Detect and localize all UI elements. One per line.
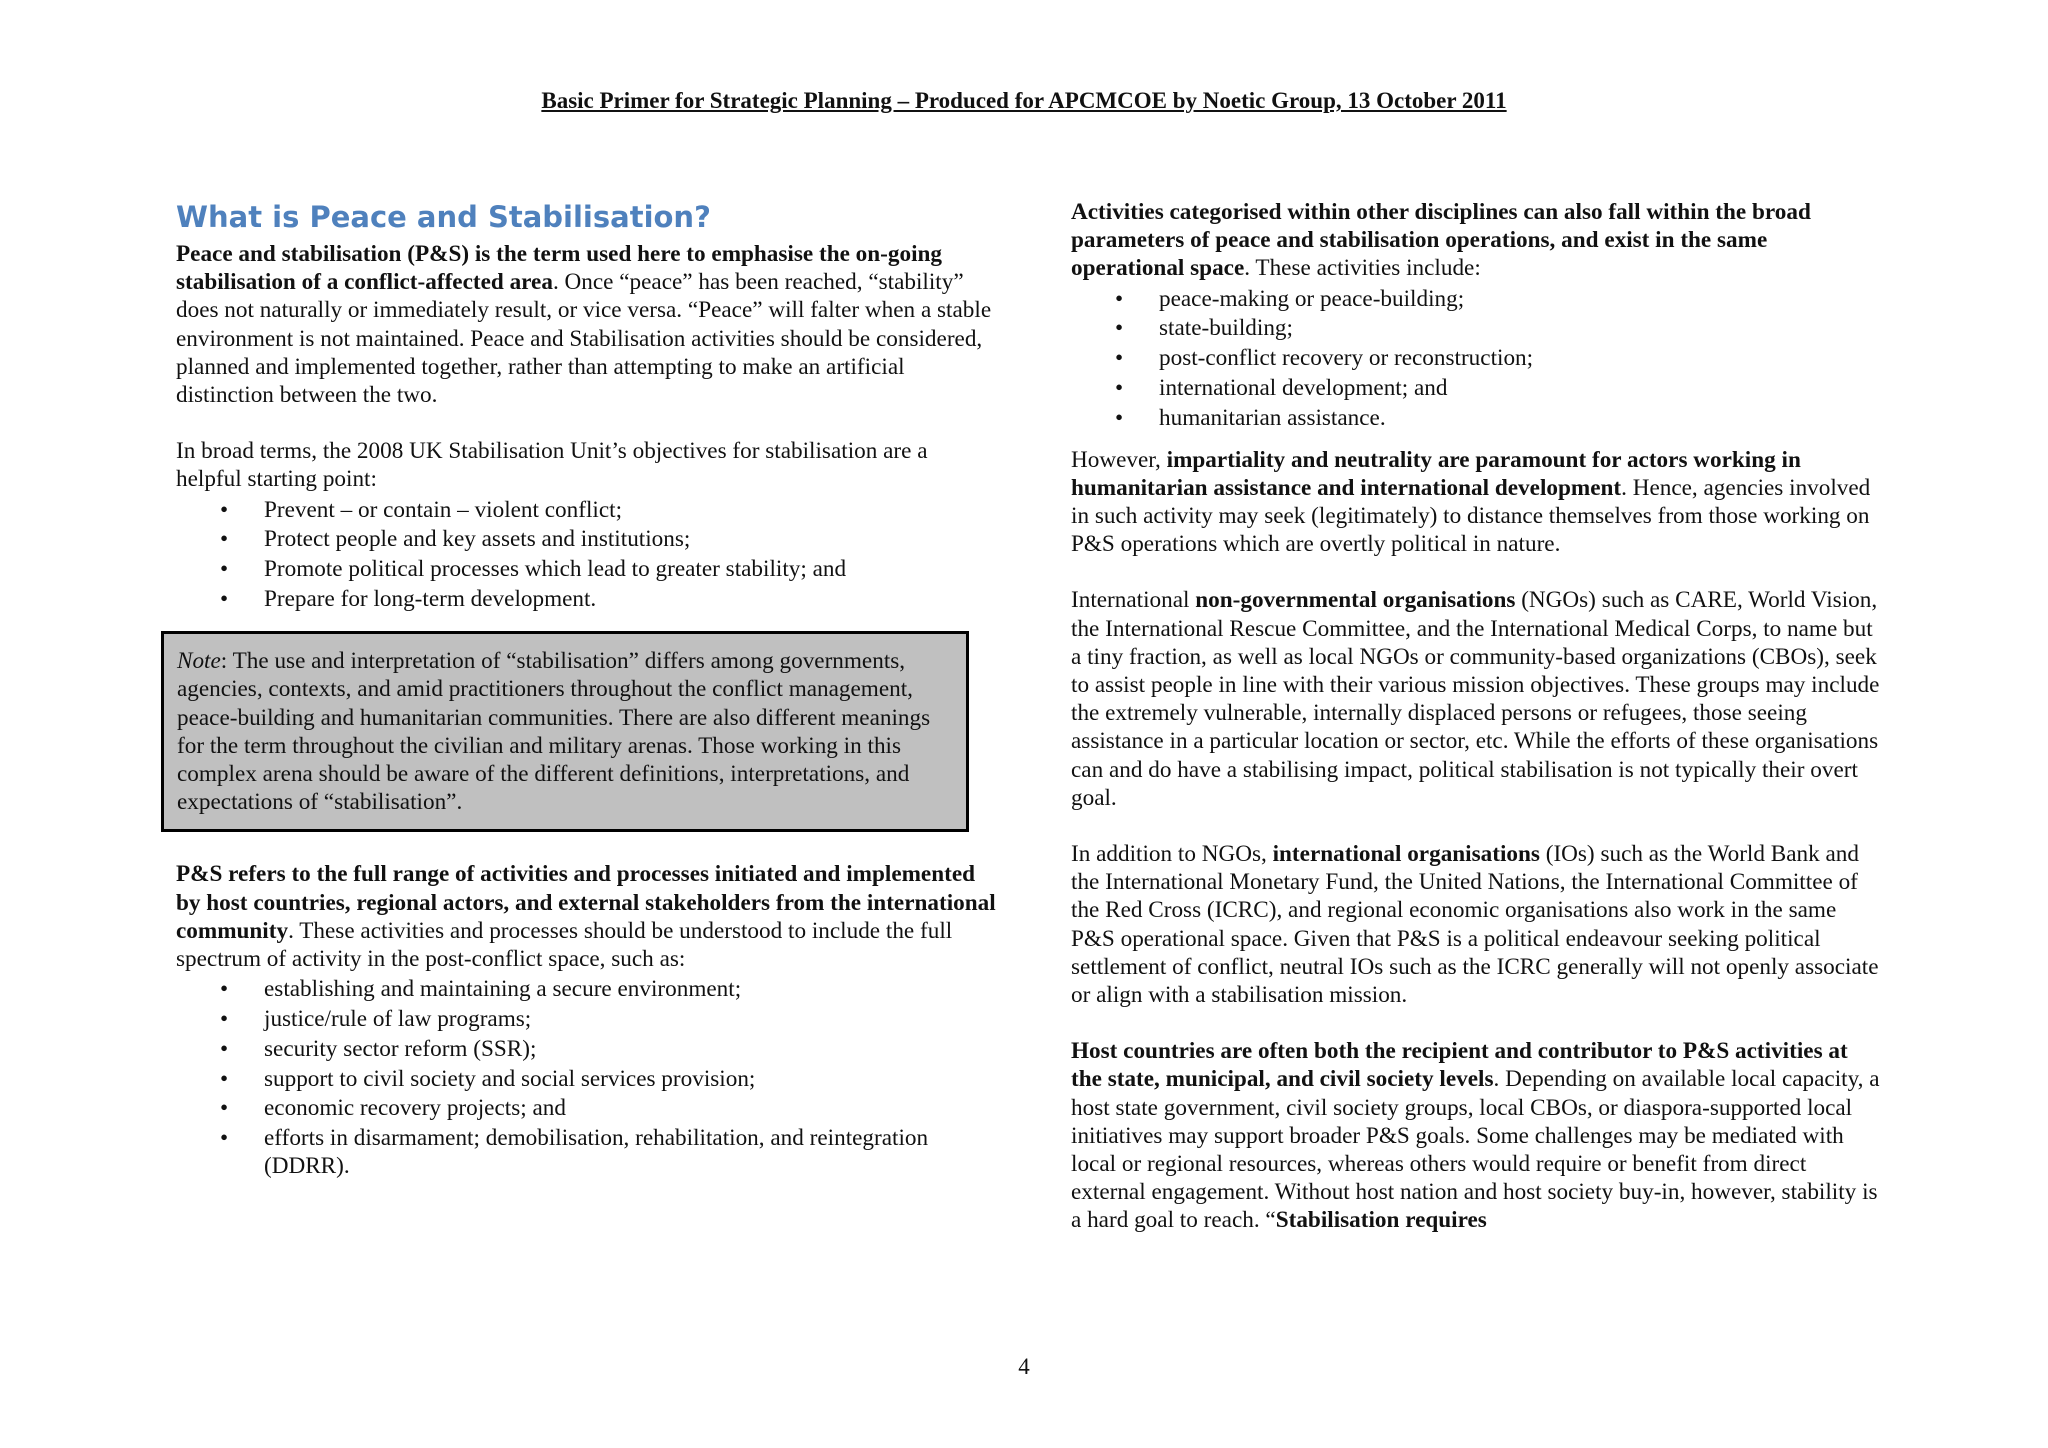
list-item: • support to civil society and social services provision; <box>220 1065 756 1092</box>
bullet-icon: • <box>1115 315 1124 342</box>
bullet-icon: • <box>220 556 229 583</box>
list-item: • peace-making or peace-building; <box>1115 285 1465 312</box>
bullet-icon: • <box>1115 375 1124 401</box>
list-item: • economic recovery projects; and <box>220 1095 566 1122</box>
ngo-paragraph: International non-governmental organisations (NGOs) such as CARE, World Vision, the International Rescue Committee, and the International Medical Corps, to name but a tiny fraction, as well as local NGOs or community-based organizations (CBOs), seek to assist people in line with their various mission objectives. These groups may include the extremely vulnerable, internally displaced persons or refugees, those seeing assistance in a particular location or sector, etc. While the efforts of these organisations can and do have a stabilising impact, political stabilisation is not typically their overt goal. <box>1071 587 1880 811</box>
disciplines-list <box>1071 285 1881 432</box>
section-title: What is Peace and Stabilisation? <box>176 200 711 234</box>
host-countries-bold: Host countries are often both the recipient and contributor to P&S activities at the state, municipal, and civil society levels <box>1071 1038 1848 1093</box>
list-item: • Protect people and key assets and institutions; <box>220 526 691 553</box>
list-item: • establishing and maintaining a secure environment; <box>220 976 742 1003</box>
list-item: • state-building; <box>1115 315 1293 342</box>
right-column <box>1071 198 1881 1235</box>
objectives-list <box>176 496 998 614</box>
list-item: • security sector reform (SSR); <box>220 1035 537 1062</box>
io-bold: international organisations <box>1272 841 1540 868</box>
disciplines-bold: Activities categorised within other disciplines can also fall within the broad parameters of peace and stabilisation operations, and exist in the same operational space <box>1071 199 1811 282</box>
bullet-icon: • <box>1115 404 1124 431</box>
intro-bold: Peace and stabilisation (P&S) is the term used here to emphasise the on-going stabilisation of a conflict-affected area <box>176 241 943 296</box>
bullet-icon: • <box>220 526 229 553</box>
bullet-icon: • <box>220 1125 229 1152</box>
objectives-paragraph: In broad terms, the 2008 UK Stabilisation Unit’s objectives for stabilisation are a helpful starting point: <box>176 438 928 493</box>
ps-definition-bold: P&S refers to the full range of activities and processes initiated and implemented by host countries, regional actors, and external stakeholders from the international community <box>176 861 996 944</box>
disciplines-paragraph <box>1071 198 1881 283</box>
intro-text: . Once “peace” has been reached, “stability” does not naturally or immediately result, or vice versa. “Peace” will falter when a stable environment is not maintained. Peace and Stabilisation activities should be considered, planned and implemented together, rather than attempting to make an artificial distinction between the two. <box>176 269 992 409</box>
list-item: • efforts in disarmament; demobilisation, rehabilitation, and reintegration (DDRR). <box>220 1125 929 1180</box>
list-item: • justice/rule of law programs; <box>220 1006 532 1033</box>
bullet-icon: • <box>220 1006 229 1033</box>
note-label: Note <box>177 648 221 675</box>
page-number: 4 <box>1018 1354 1030 1379</box>
host-countries-paragraph: Host countries are often both the recipient and contributor to P&S activities at the state, municipal, and civil society levels. Depending on available local capacity, a host state government, civil society groups, local CBOs, or diaspora-supported local initiatives may support broader P&S goals. Some challenges may be mediated with local or regional resources, whereas others would require or benefit from direct external engagement. Without host nation and host society buy-in, however, stability is a hard goal to reach. “Stabilisation requires <box>1071 1038 1880 1234</box>
list-item: • Prevent – or contain – violent conflict; <box>220 496 623 523</box>
bullet-icon: • <box>220 496 229 523</box>
ps-definition-text: . These activities and processes should be understood to include the full spectrum of activity in the post-conflict space, such as: <box>176 917 953 973</box>
list-item: • humanitarian assistance. <box>1115 404 1386 431</box>
intro-paragraph <box>176 240 998 409</box>
list-item: • Promote political processes which lead to greater stability; and <box>220 556 847 583</box>
impartiality-bold: impartiality and neutrality are paramount for actors working in humanitarian assistance and international development <box>1071 446 1801 501</box>
note-text: : The use and interpretation of “stabilisation” differs among governments, agencies, contexts, and amid practitioners throughout the conflict management, peace-building and humanitarian communities. There are also different meanings for the term throughout the civilian and military arenas. Those working in this complex arena should be aware of the different definitions, interpretations, and expectations of “stabilisation”. <box>177 648 931 816</box>
bullet-icon: • <box>1115 345 1124 372</box>
bullet-icon: • <box>220 976 229 1003</box>
bullet-icon: • <box>1115 285 1124 312</box>
ps-definition-paragraph <box>176 860 998 973</box>
activities-list <box>176 975 998 1180</box>
list-item: • post-conflict recovery or reconstruction; <box>1115 345 1534 372</box>
bullet-icon: • <box>220 1065 229 1092</box>
disciplines-text: . These activities include: <box>1244 255 1481 282</box>
page-header: Basic Primer for Strategic Planning – Produced for APCMCOE by Noetic Group, 13 October 2011 <box>541 88 1507 113</box>
bullet-icon: • <box>220 586 229 613</box>
io-paragraph: In addition to NGOs, international organisations (IOs) such as the World Bank and the International Monetary Fund, the United Nations, the International Committee of the Red Cross (ICRC), and regional economic organisations also work in the same P&S operational space. Given that P&S is a political endeavour seeking political settlement of conflict, neutral IOs such as the ICRC generally will not openly associate or align with a stabilisation mission. <box>1071 841 1879 1009</box>
impartiality-paragraph: However, impartiality and neutrality are paramount for actors working in humanitarian assistance and international development. Hence, agencies involved in such activity may seek (legitimately) to distance themselves from those working on P&S operations which are overtly political in nature. <box>1071 446 1871 558</box>
bullet-icon: • <box>220 1035 229 1062</box>
note-box <box>161 631 969 832</box>
left-column <box>176 198 998 1182</box>
bullet-icon: • <box>220 1095 229 1122</box>
ngo-bold: non-governmental organisations <box>1195 587 1516 614</box>
list-item: • Prepare for long-term development. <box>220 586 597 613</box>
list-item: • international development; and <box>1115 375 1448 401</box>
